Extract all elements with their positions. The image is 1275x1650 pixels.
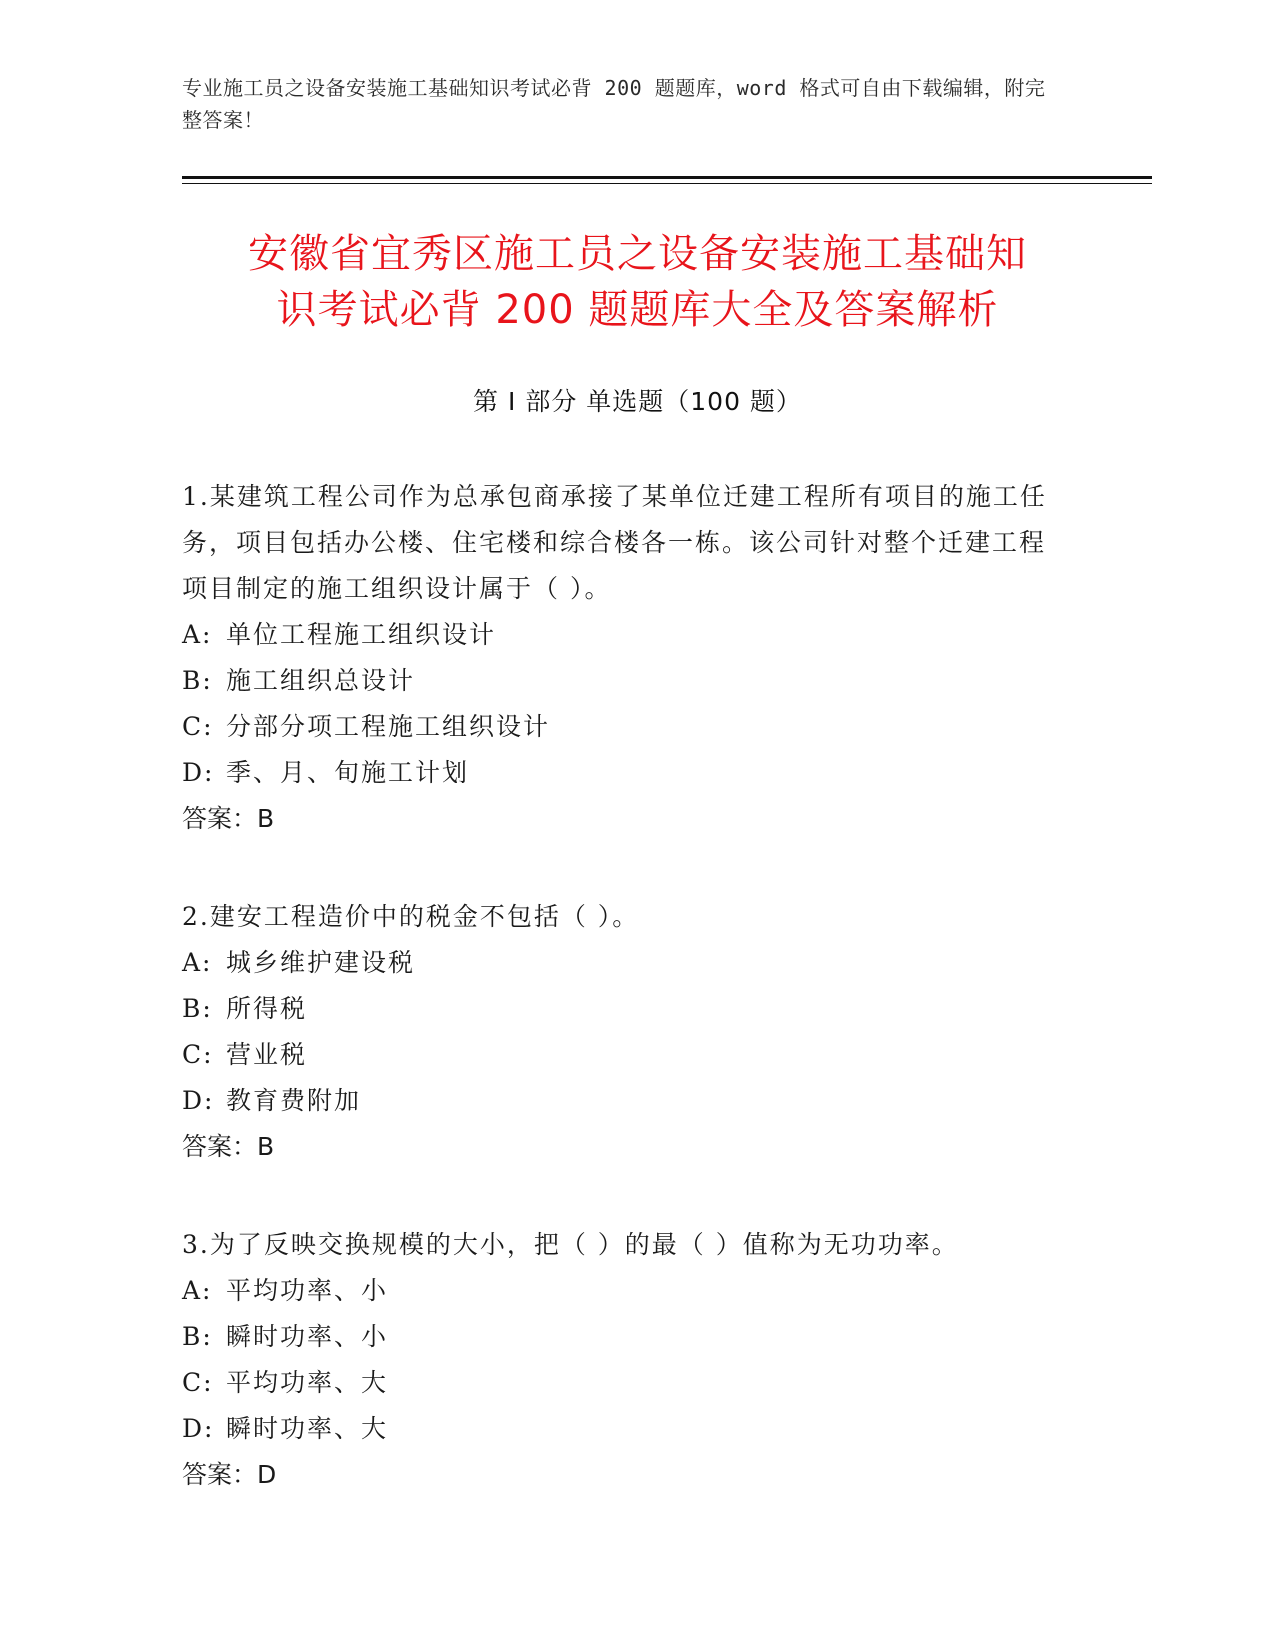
question-2 [182,894,1062,1170]
option-text: 平均功率、大 [226,1368,389,1397]
answer: 答案：B [182,1132,275,1161]
option-text: 所得税 [226,994,308,1023]
option-text: 分部分项工程施工组织设计 [226,712,551,741]
option-key: C: [182,1368,214,1397]
option-a [182,1268,1062,1314]
title-line-1: 安徽省宜秀区施工员之设备安装施工基础知 [248,231,1027,277]
option-key: A: [182,1276,213,1305]
option-key: B: [182,1322,213,1351]
option-text: 城乡维护建设税 [226,948,416,977]
option-b [182,1314,1062,1360]
option-key: A: [182,948,213,977]
option-key: B: [182,666,213,695]
option-text: 平均功率、小 [226,1276,389,1305]
header-note: 专业施工员之设备安装施工基础知识考试必背 200 题题库，word 格式可自由下载编辑，附完整答案！ [182,76,1046,132]
option-c [182,1360,1062,1406]
option-c [182,704,1062,750]
option-d [182,1078,1062,1124]
question-1 [182,474,1062,842]
answer: 答案：D [182,1460,277,1489]
option-key: C: [182,1040,214,1069]
option-text: 施工组织总设计 [226,666,416,695]
option-text: 教育费附加 [226,1086,362,1115]
option-b [182,658,1062,704]
option-c [182,1032,1062,1078]
question-stem: 3.为了反映交换规模的大小，把（ ）的最（ ）值称为无功功率。 [182,1230,959,1259]
header-divider-thin [182,183,1152,184]
option-key: D: [182,1414,215,1443]
question-stem: 2.建安工程造价中的税金不包括（ ）。 [182,902,640,931]
question-3 [182,1222,1062,1498]
document-title [150,226,1125,338]
option-text: 营业税 [226,1040,308,1069]
option-a [182,940,1062,986]
answer: 答案：B [182,804,275,833]
question-stem: 1.某建筑工程公司作为总承包商承接了某单位迁建工程所有项目的施工任务，项目包括办公楼、住宅楼和综合楼各一栋。该公司针对整个迁建工程项目制定的施工组织设计属于（ ）。 [182,482,1047,603]
option-a [182,612,1062,658]
option-text: 季、月、旬施工计划 [226,758,470,787]
option-key: D: [182,758,215,787]
title-line-2: 识考试必背 200 题题库大全及答案解析 [276,287,999,333]
option-text: 单位工程施工组织设计 [226,620,497,649]
option-d [182,1406,1062,1452]
header-divider-thick [182,176,1152,179]
question-list [182,474,1062,1550]
option-key: A: [182,620,213,649]
option-text: 瞬时功率、小 [226,1322,389,1351]
section-title: 第 I 部分 单选题（100 题） [473,387,802,416]
option-b [182,986,1062,1032]
option-d [182,750,1062,796]
option-text: 瞬时功率、大 [226,1414,389,1443]
option-key: C: [182,712,214,741]
option-key: D: [182,1086,215,1115]
option-key: B: [182,994,213,1023]
